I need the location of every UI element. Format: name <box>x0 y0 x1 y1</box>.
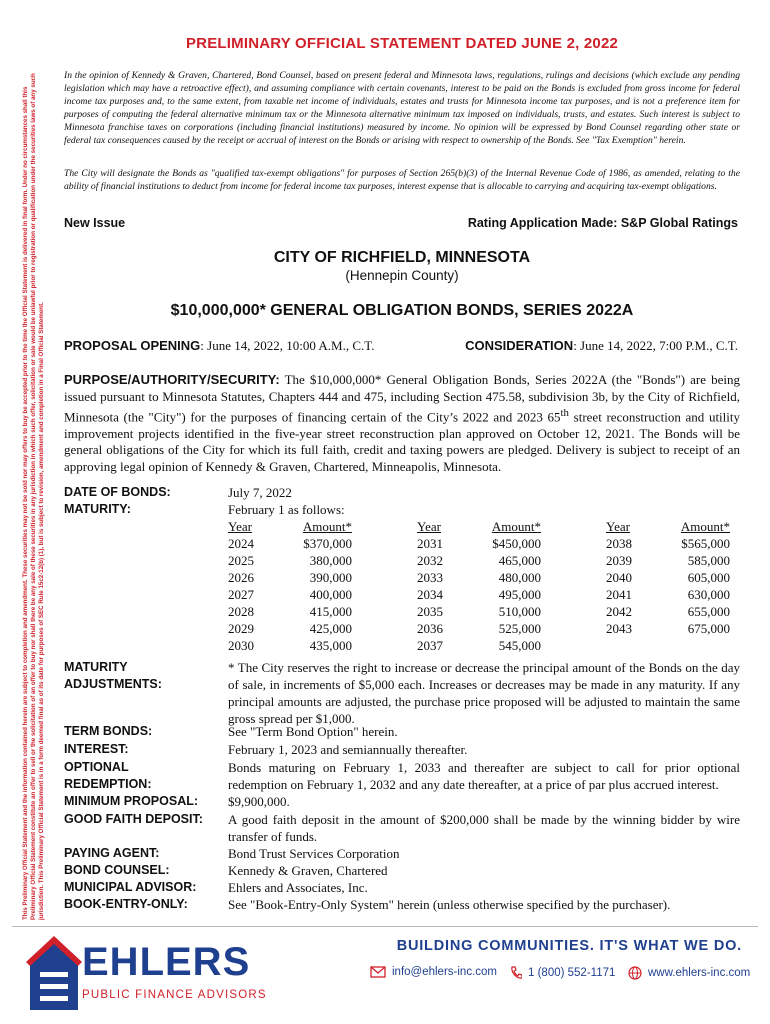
proposal-opening-value: : June 14, 2022, 10:00 A.M., C.T. <box>200 338 375 353</box>
amount-cell: 400,000 <box>309 587 352 602</box>
maturity-label: MATURITY: <box>64 502 131 516</box>
amount-cell <box>654 637 730 654</box>
year-cell: 2034 <box>417 587 443 602</box>
interest-value: February 1, 2023 and semiannually thereafter. <box>228 742 468 757</box>
year-cell: 2041 <box>606 587 632 602</box>
header-year-2: Year <box>417 519 441 534</box>
paying-agent-value: Bond Trust Services Corporation <box>228 846 400 861</box>
maturity-schedule-table <box>228 518 740 654</box>
optional-redemption-label-1: OPTIONAL <box>64 760 129 774</box>
amount-cell: 390,000 <box>309 570 352 585</box>
table-body <box>228 535 740 654</box>
table-row <box>228 552 740 569</box>
logo-bar-3 <box>40 996 68 1001</box>
interest-label: INTEREST: <box>64 742 129 756</box>
table-row <box>228 586 740 603</box>
amount-cell: $565,000 <box>681 536 730 551</box>
amount-cell: 525,000 <box>498 621 541 636</box>
minimum-proposal-value: $9,900,000. <box>228 794 290 809</box>
logo-bar-1 <box>40 972 68 977</box>
contact-web-text[interactable]: www.ehlers-inc.com <box>648 967 751 979</box>
year-cell: 2040 <box>606 570 632 585</box>
consideration-label: CONSIDERATION <box>465 338 574 353</box>
year-cell: 2035 <box>417 604 443 619</box>
optional-redemption-value: Bonds maturing on February 1, 2033 and thereafter are subject to call for prior optional redemption on February 1, 2032 and any date thereafter, at a price of par plus accrued interest. <box>228 760 740 792</box>
envelope-icon <box>370 966 386 978</box>
header-amount-1: Amount* <box>302 519 352 534</box>
maturity-adjustments-value: * The City reserves the right to increase or decrease the principal amount of the Bonds on the day of sale, in increments of $5,000 each. Increases or decreases may be made in any maturity. If any principal amounts are adjusted, the purchase price proposed will be adjusted to maintain the same gross spread per $1,000. <box>228 660 740 726</box>
optional-redemption-label-2: REDEMPTION: <box>64 777 152 791</box>
contact-email-text[interactable]: info@ehlers-inc.com <box>392 966 497 978</box>
term-bonds-label: TERM BONDS: <box>64 724 153 738</box>
amount-cell: 480,000 <box>498 570 541 585</box>
amount-cell: 495,000 <box>498 587 541 602</box>
term-bonds-value: See "Term Bond Option" herein. <box>228 724 398 739</box>
table-row <box>228 637 740 654</box>
new-issue-label: New Issue <box>64 216 126 230</box>
purpose-paragraph <box>64 372 740 475</box>
purpose-superscript: th <box>560 407 569 419</box>
issuer-county: (Hennepin County) <box>345 268 459 283</box>
paying-agent-label: PAYING AGENT: <box>64 846 160 860</box>
amount-cell: 425,000 <box>309 621 352 636</box>
year-cell: 2038 <box>606 536 632 551</box>
table-row <box>228 603 740 620</box>
municipal-advisor-value: Ehlers and Associates, Inc. <box>228 880 368 895</box>
table-row <box>228 620 740 637</box>
contact-email[interactable] <box>370 966 497 978</box>
logo-bar-2 <box>40 984 68 989</box>
year-cell: 2033 <box>417 570 443 585</box>
side-disclaimer-text: This Preliminary Official Statement and the information contained herein are subject to completion and amendment. These securities may not be sold nor may offers to buy be accepted prior to the time the Official Statement is delivered in final form. Under no circumstances shall this Preliminary Official Statement constitute an offer to sell or the solicitation of an offer to buy nor shall there be any sale of these securities in any jurisdiction in which such offer, solicitation or sale would be unlawful prior to registration or qualification under the securities laws of any such jurisdiction. This Preliminary Official Statement is in a form deemed final as of its date for purposes of SEC Rule 15c2-12(b) (1), but is subject to revision, amendment and completion in a Final Official Statement. <box>22 73 45 920</box>
good-faith-deposit-value: A good faith deposit in the amount of $200,000 shall be made by the winning bidder by wire transfer of funds. <box>228 812 740 844</box>
year-cell: 2025 <box>228 553 254 568</box>
maturity-adjustments-label-1: MATURITY <box>64 660 128 674</box>
bond-counsel-label: BOND COUNSEL: <box>64 863 170 877</box>
issuer-name: CITY OF RICHFIELD, MINNESOTA <box>273 249 531 266</box>
amount-cell: 630,000 <box>687 587 730 602</box>
good-faith-deposit-label: GOOD FAITH DEPOSIT: <box>64 812 203 826</box>
maturity-adjustments-label-2: ADJUSTMENTS: <box>64 677 162 691</box>
logo-subtitle: PUBLIC FINANCE ADVISORS <box>82 989 267 1001</box>
amount-cell: 465,000 <box>498 553 541 568</box>
header-amount-2: Amount* <box>491 519 541 534</box>
amount-cell: 655,000 <box>687 604 730 619</box>
contact-web[interactable] <box>628 966 750 980</box>
year-cell: 2028 <box>228 604 254 619</box>
year-cell: 2031 <box>417 536 443 551</box>
amount-cell: $370,000 <box>303 536 352 551</box>
year-cell: 2027 <box>228 587 254 602</box>
minimum-proposal-label: MINIMUM PROPOSAL: <box>64 794 199 808</box>
table-row <box>228 535 740 552</box>
purpose-text-a: The $10,000,000* General Obligation Bonds, Series 2022A (the "Bonds") are being issued pursuant to Minnesota Statutes, Chapters 444 and 475, including Section 475.58, subdivision 3b, by the City of Richfield, Minnesota (the "City") for the purposes of financing certain of the City’s 2022 and 2023 65 <box>64 372 740 425</box>
tagline: BUILDING COMMUNITIES. IT'S WHAT WE DO. <box>396 938 742 954</box>
header-year-1: Year <box>228 519 252 534</box>
purpose-label: PURPOSE/AUTHORITY/SECURITY: <box>64 372 280 387</box>
date-of-bonds-label: DATE OF BONDS: <box>64 485 171 499</box>
footer-divider <box>12 926 758 927</box>
municipal-advisor-label: MUNICIPAL ADVISOR: <box>64 880 197 894</box>
amount-cell: 545,000 <box>498 638 541 653</box>
header-year-3: Year <box>606 519 630 534</box>
bond-counsel-value: Kennedy & Graven, Chartered <box>228 863 388 878</box>
maturity-value: February 1 as follows: <box>228 502 345 517</box>
year-cell: 2036 <box>417 621 443 636</box>
amount-cell: 510,000 <box>498 604 541 619</box>
year-cell: 2026 <box>228 570 254 585</box>
phone-icon <box>510 966 522 980</box>
amount-cell: 435,000 <box>309 638 352 653</box>
book-entry-only-label: BOOK-ENTRY-ONLY: <box>64 897 188 911</box>
side-disclaimer <box>22 60 58 920</box>
table-header-row <box>228 518 740 535</box>
year-cell: 2029 <box>228 621 254 636</box>
amount-cell: 585,000 <box>687 553 730 568</box>
amount-cell: 415,000 <box>309 604 352 619</box>
year-cell: 2030 <box>228 638 254 653</box>
book-entry-only-value: See "Book-Entry-Only System" herein (unless otherwise specified by the purchaser). <box>228 897 671 912</box>
date-of-bonds-value: July 7, 2022 <box>228 485 292 500</box>
year-cell: 2042 <box>606 604 632 619</box>
year-cell: 2037 <box>417 638 443 653</box>
logo-wordmark: EHLERS <box>82 940 251 984</box>
year-cell: 2039 <box>606 553 632 568</box>
year-cell: 2024 <box>228 536 254 551</box>
header-amount-3: Amount* <box>680 519 730 534</box>
rating-label: Rating Application Made: S&P Global Ratings <box>467 216 738 230</box>
amount-cell: 675,000 <box>687 621 730 636</box>
maturity-adjustments-label <box>64 659 162 693</box>
tax-opinion-paragraph: In the opinion of Kennedy & Graven, Chartered, Bond Counsel, based on present federal and Minnesota laws, regulations, rulings and decisions (which exclude any pending legislation which may have a retroactive effect), and assuming compliance with certain covenants, interest to be paid on the Bonds is excluded from gross income for federal income tax purposes and, to the same extent, from taxable net income of individuals, estates and trusts for Minnesota income tax purposes, and is not a preference item for purposes of computing the federal alternative minimum tax or the Minnesota alternative minimum tax imposed on individuals, trusts, and estates. Such interest is subject to Minnesota franchise taxes on corporations (including financial institutions) measured by income. No opinion will be expressed by Bond Counsel regarding other state or federal tax consequences caused by the receipt or accrual of interest on the Bonds or arising with respect to ownership of the Bonds. See "Tax Exemption" herein. <box>64 70 740 147</box>
tax-exempt-designation-paragraph: The City will designate the Bonds as "qualified tax-exempt obligations" for purposes of Section 265(b)(3) of the Internal Revenue Code of 1986, as amended, relating to the ability of financial institutions to deduct from income for federal income tax purposes, interest expense that is allocable to carrying and acquiring tax-exempt obligations. <box>64 168 740 193</box>
purpose-text-b: street reconstruction and utility improvement projects identified in the five-year street reconstruction plan approved on October 12, 2021. The Bonds will be general obligations of the City for which its full faith, credit and taxing powers are pledged. Delivery is subject to receipt of an approving legal opinion of Kennedy & Graven, Chartered, Minneapolis, Minnesota. <box>64 409 740 474</box>
proposal-opening <box>64 338 374 354</box>
optional-redemption-label <box>64 759 152 793</box>
consideration <box>465 338 738 354</box>
amount-cell: $450,000 <box>492 536 541 551</box>
year-cell: 2043 <box>606 621 632 636</box>
year-cell <box>606 637 654 654</box>
year-cell: 2032 <box>417 553 443 568</box>
contact-phone[interactable] <box>510 966 615 980</box>
page-title: PRELIMINARY OFFICIAL STATEMENT DATED JUNE 2, 2022 <box>185 35 619 52</box>
table-row <box>228 569 740 586</box>
globe-icon <box>628 966 642 980</box>
consideration-value: : June 14, 2022, 7:00 P.M., C.T. <box>573 338 738 353</box>
contact-phone-text[interactable]: 1 (800) 552-1171 <box>528 967 616 979</box>
bond-title: $10,000,000* GENERAL OBLIGATION BONDS, SERIES 2022A <box>170 302 634 319</box>
proposal-opening-label: PROPOSAL OPENING <box>64 338 201 353</box>
amount-cell: 380,000 <box>309 553 352 568</box>
amount-cell: 605,000 <box>687 570 730 585</box>
